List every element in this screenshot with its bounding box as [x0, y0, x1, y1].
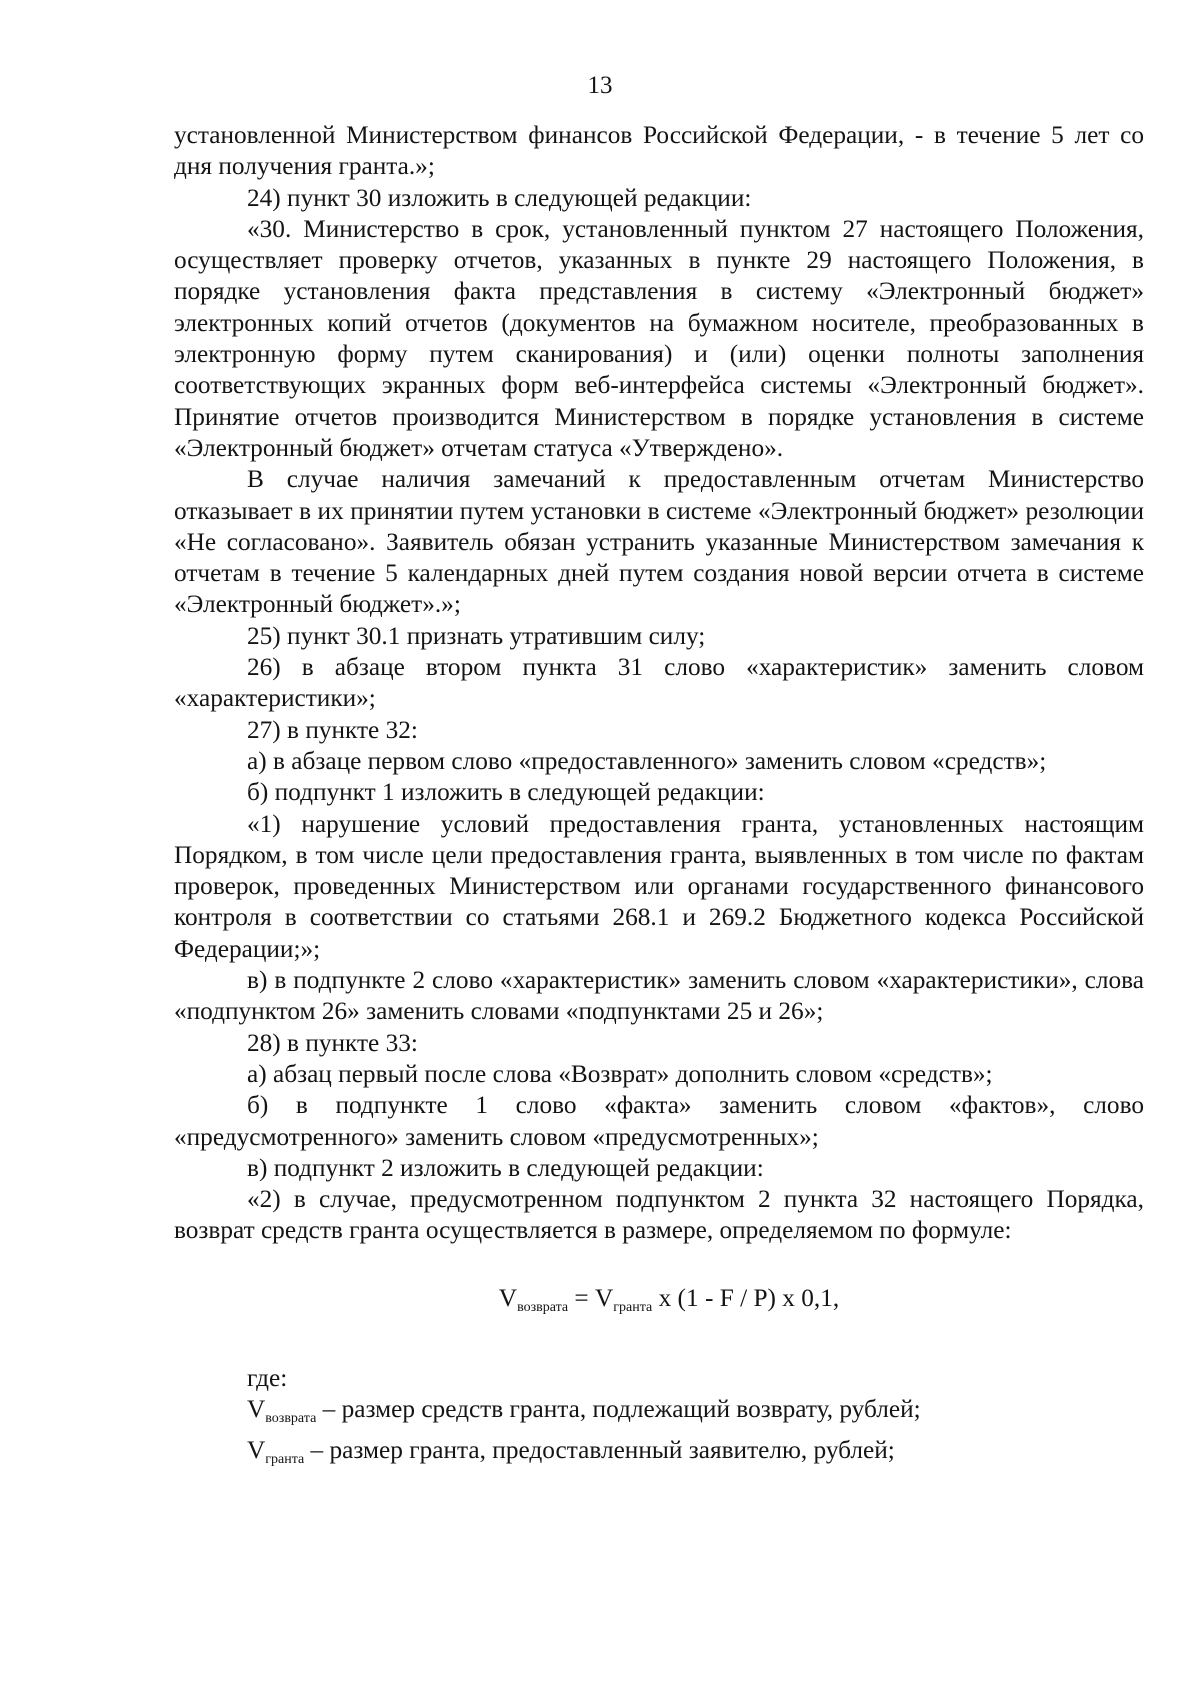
paragraph: 25) пункт 30.1 признать утратившим силу; [247, 621, 706, 650]
where-label: где: [247, 1363, 288, 1392]
formula-v-grant: V [595, 1283, 614, 1312]
formula-v-grant-subscript: гранта [613, 1299, 653, 1315]
paragraph: б) подпункт 1 изложить в следующей редакции: [247, 778, 765, 807]
definition-subscript: возврата [265, 1411, 317, 1427]
definition-subscript: гранта [265, 1451, 305, 1467]
formula-equals: = [568, 1283, 596, 1312]
paragraph: «1) нарушение условий предоставления гранта, установленных настоящим Порядком, в том числе цели предоставления гранта, выявленных в том числе по фактам проверок, проведенных Министерством или органами государственного финансового контроля в соответствии со статьями 268.1 и 269.2 Бюджетного кодекса Российской Федерации;»; [174, 809, 1144, 963]
definition-symbol: V [247, 1435, 266, 1464]
definition-v-grant [174, 1435, 1144, 1475]
paragraph: 27) в пункте 32: [247, 715, 418, 744]
paragraph: «30. Министерство в срок, установленный пунктом 27 настоящего Положения, осуществляет проверку отчетов, указанных в пункте 29 настоящего Положения, в порядке установления факта представления в систему «Электронный бюджет» электронных копий отчетов (документов на бумажном носителе, преобразованных в электронную форму путем сканирования) и (или) оценки полноты заполнения соответствующих экранных форм веб-интерфейса системы «Электронный бюджет». Принятие отчетов производится Министерством в порядке установления в системе «Электронный бюджет» отчетам статуса «Утверждено». [174, 214, 1144, 462]
paragraph: в) подпункт 2 изложить в следующей редакции: [247, 1153, 764, 1182]
paragraph: установленной Министерством финансов Российской Федерации, - в течение 5 лет со дня получения гранта.»; [174, 121, 1144, 181]
paragraph: а) абзац первый после слова «Возврат» дополнить словом «средств»; [247, 1059, 993, 1088]
paragraph: «2) в случае, предусмотренном подпунктом 2 пункта 32 настоящего Порядка, возврат средств гранта осуществляется в размере, определяемом по формуле: [174, 1185, 1144, 1245]
formula-v-return-subscript: возврата [517, 1299, 569, 1315]
document-body [174, 120, 1144, 1475]
formula [174, 1283, 1144, 1323]
paragraph: В случае наличия замечаний к предоставленным отчетам Министерство отказывает в их принятии путем установки в системе «Электронный бюджет» резолюции «Не согласовано». Заявитель обязан устранить указанные Министерством замечания к отчетам в течение 5 календарных дней путем создания новой версии отчета в системе «Электронный бюджет».»; [174, 465, 1144, 619]
paragraph: 24) пункт 30 изложить в следующей редакции: [247, 183, 752, 212]
definition-symbol: V [247, 1395, 266, 1424]
formula-v-return: V [498, 1283, 518, 1312]
paragraph: 28) в пункте 33: [247, 1028, 418, 1057]
definition-v-return [174, 1394, 1144, 1434]
paragraph: в) в подпункте 2 слово «характеристик» заменить словом «характеристики», слова «подпунктом 26» заменить словами «подпунктами 25 и 26»; [174, 966, 1144, 1026]
definition-text: – размер средств гранта, подлежащий возврату, рублей; [316, 1395, 921, 1424]
paragraph: а) в абзаце первом слово «предоставленного» заменить словом «средств»; [247, 746, 1047, 775]
paragraph: б) в подпункте 1 слово «факта» заменить словом «фактов», слово «предусмотренного» заменить словом «предусмотренных»; [174, 1091, 1144, 1151]
page-number: 13 [587, 72, 613, 99]
paragraph: 26) в абзаце втором пункта 31 слово «характеристик» заменить словом «характеристики»; [174, 653, 1144, 713]
formula-rest: x (1 - F / P) x 0,1, [652, 1283, 840, 1312]
definition-text: – размер гранта, предоставленный заявителю, рублей; [304, 1435, 895, 1464]
